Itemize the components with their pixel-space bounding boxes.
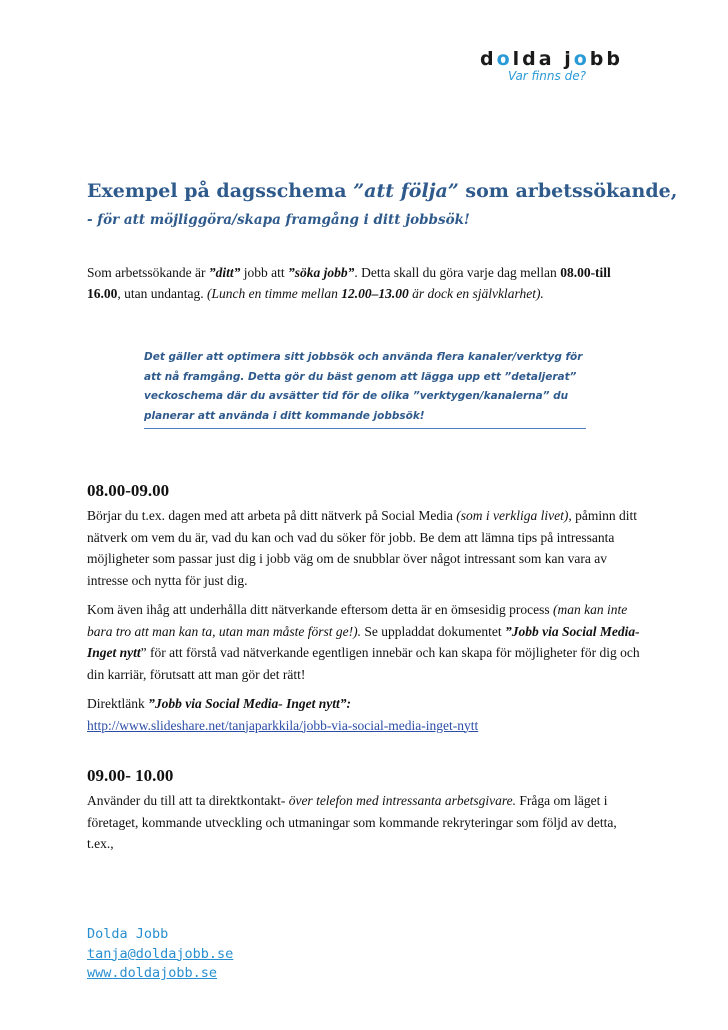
paragraph: Kom även ihåg att underhålla ditt nätverkande eftersom detta är en ömsesidig process (man kan inte bara tro att man kan ta, utan man måste först ge!). Se uppladdat dokumentet ”Jobb via Social Media- Inget nytt” för att förstå vad nätverkande egentligen innebär och kan skapa för möjligheter för dig och din karriär, förutsatt att man gör det rätt!: [87, 602, 640, 682]
logo-tagline: Var finns de?: [508, 69, 586, 83]
footer-contact: [87, 925, 233, 984]
page-title: Exempel på dagsschema ”att följa” som arbetssökande,: [87, 180, 678, 202]
page-subtitle: - för att möjliggöra/skapa framgång i ditt jobbsök!: [87, 212, 470, 228]
footer-company-name: Dolda Jobb: [87, 926, 169, 942]
intro-paragraph: Som arbetssökande är ”ditt” jobb att ”söka jobb”. Detta skall du göra varje dag mellan 08.00-till 16.00, utan undantag. (Lunch en timme mellan 12.00–13.00 är dock en självklarhet).: [87, 265, 611, 301]
paragraph: Använder du till att ta direktkontakt- över telefon med intressanta arbetsgivare. Fråga om läget i företaget, kommande utveckling och utmaningar som kommande rekryteringar som följd av detta, t.ex.,: [87, 793, 617, 851]
callout-text: Det gäller att optimera sitt jobbsök och använda flera kanaler/verktyg för att nå framgång. Detta gör du bäst genom att lägga upp ett ”detaljerat” veckoschema där du avsätter tid för de olika ”verktygen/kanalerna” du planerar att använda i ditt kommande jobbsök!: [144, 348, 586, 429]
slideshare-link[interactable]: http://www.slideshare.net/tanjaparkkila/jobb-via-social-media-inget-nytt: [87, 717, 479, 733]
footer-email-link[interactable]: tanja@doldajobb.se: [87, 945, 234, 962]
logo: [480, 48, 640, 83]
footer-website-link[interactable]: www.doldajobb.se: [87, 965, 218, 981]
paragraph: Börjar du t.ex. dagen med att arbeta på ditt nätverk på Social Media (som i verkliga livet), påminn ditt nätverk om vem du är, vad du kan och vad du söker för jobb. Be dem att lämna tips på intressanta möjligheter som passar just dig i jobb väg om de snubblar över något intressant som kan vara av intresse och nytta för just dig.: [87, 508, 637, 588]
logo-wordmark: dolda jobb: [480, 48, 623, 70]
section-0900-1000: [87, 766, 643, 863]
section-0800-0900: [87, 481, 643, 744]
section-heading: 09.00- 10.00: [87, 766, 174, 785]
section-heading: 08.00-09.00: [87, 481, 170, 500]
direct-link-paragraph: Direktlänk ”Jobb via Social Media- Inget nytt”: http://www.slideshare.net/tanjaparkkila/jobb-via-social-media-inget-nytt: [87, 696, 479, 733]
